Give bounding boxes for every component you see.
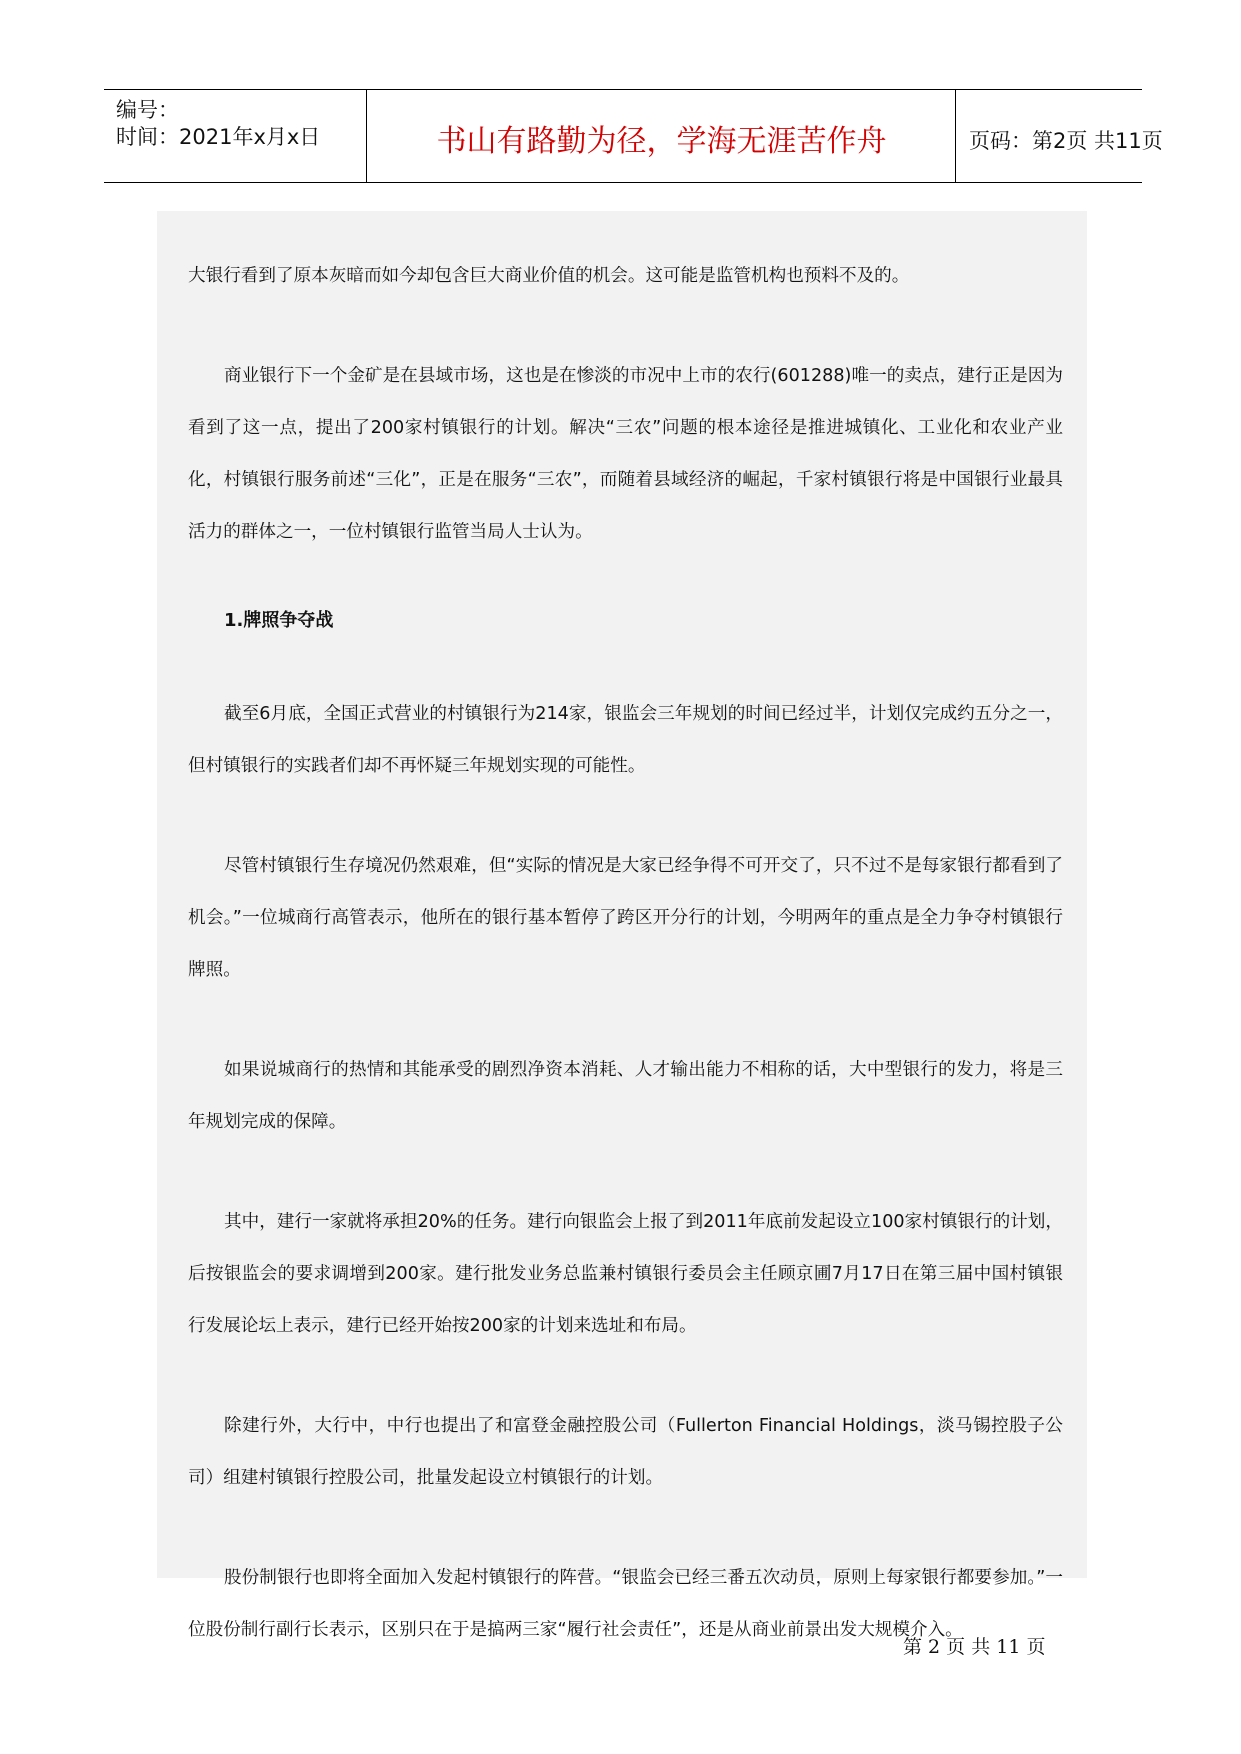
section-heading: 1.牌照争夺战 bbox=[224, 610, 334, 631]
paragraph: 截至6月底，全国正式营业的村镇银行为214家，银监会三年规划的时间已经过半，计划仅完成约五分之一，但村镇银行的实践者们却不再怀疑三年规划实现的可能性。 bbox=[188, 704, 1063, 776]
article-body bbox=[188, 250, 1063, 1704]
header-middle-cell bbox=[368, 90, 956, 182]
paragraph: 除建行外，大行中，中行也提出了和富登金融控股公司（Fullerton Financial Holdings，淡马锡控股子公司）组建村镇银行控股公司，批量发起设立村镇银行的计划。 bbox=[188, 1416, 1063, 1488]
paragraph: 股份制银行也即将全面加入发起村镇银行的阵营。“银监会已经三番五次动员，原则上每家银行都要参加。”一位股份制行副行长表示，区别只在于是搞两三家“履行社会责任”，还是从商业前景出发大规模介入。 bbox=[188, 1568, 1063, 1640]
page-header bbox=[104, 89, 1163, 183]
header-motto: 书山有路勤为径，学海无涯苦作舟 bbox=[436, 124, 887, 159]
page-footer: 第 2 页 共 11 页 bbox=[903, 1636, 1046, 1658]
content-panel bbox=[157, 211, 1087, 1640]
header-left-cell bbox=[104, 90, 367, 182]
document-time-label: 时间：2021年x月x日 bbox=[116, 125, 321, 149]
header-page-info: 页码：第2页 共11页 bbox=[969, 129, 1163, 153]
document-number-label: 编号： bbox=[116, 98, 179, 122]
paragraph: 尽管村镇银行生存境况仍然艰难，但“实际的情况是大家已经争得不可开交了，只不过不是每家银行都看到了机会。”一位城商行高管表示，他所在的银行基本暂停了跨区开分行的计划，今明两年的重点是全力争夺村镇银行牌照。 bbox=[188, 856, 1063, 980]
paragraph: 如果说城商行的热情和其能承受的剧烈净资本消耗、人才输出能力不相称的话，大中型银行的发力，将是三年规划完成的保障。 bbox=[188, 1060, 1063, 1132]
paragraph: 大银行看到了原本灰暗而如今却包含巨大商业价值的机会。这可能是监管机构也预料不及的。 bbox=[188, 266, 910, 286]
header-right-cell bbox=[957, 90, 1163, 182]
paragraph: 其中，建行一家就将承担20%的任务。建行向银监会上报了到2011年底前发起设立100家村镇银行的计划，后按银监会的要求调增到200家。建行批发业务总监兼村镇银行委员会主任顾京圃7月17日在第三届中国村镇银行发展论坛上表示，建行已经开始按200家的计划来选址和布局。 bbox=[188, 1212, 1063, 1336]
paragraph: 商业银行下一个金矿是在县域市场，这也是在惨淡的市况中上市的农行(601288)唯一的卖点，建行正是因为看到了这一点，提出了200家村镇银行的计划。解决“三农”问题的根本途径是推进城镇化、工业化和农业产业化，村镇银行服务前述“三化”，正是在服务“三农”，而随着县域经济的崛起，千家村镇银行将是中国银行业最具活力的群体之一，一位村镇银行监管当局人士认为。 bbox=[188, 366, 1063, 542]
